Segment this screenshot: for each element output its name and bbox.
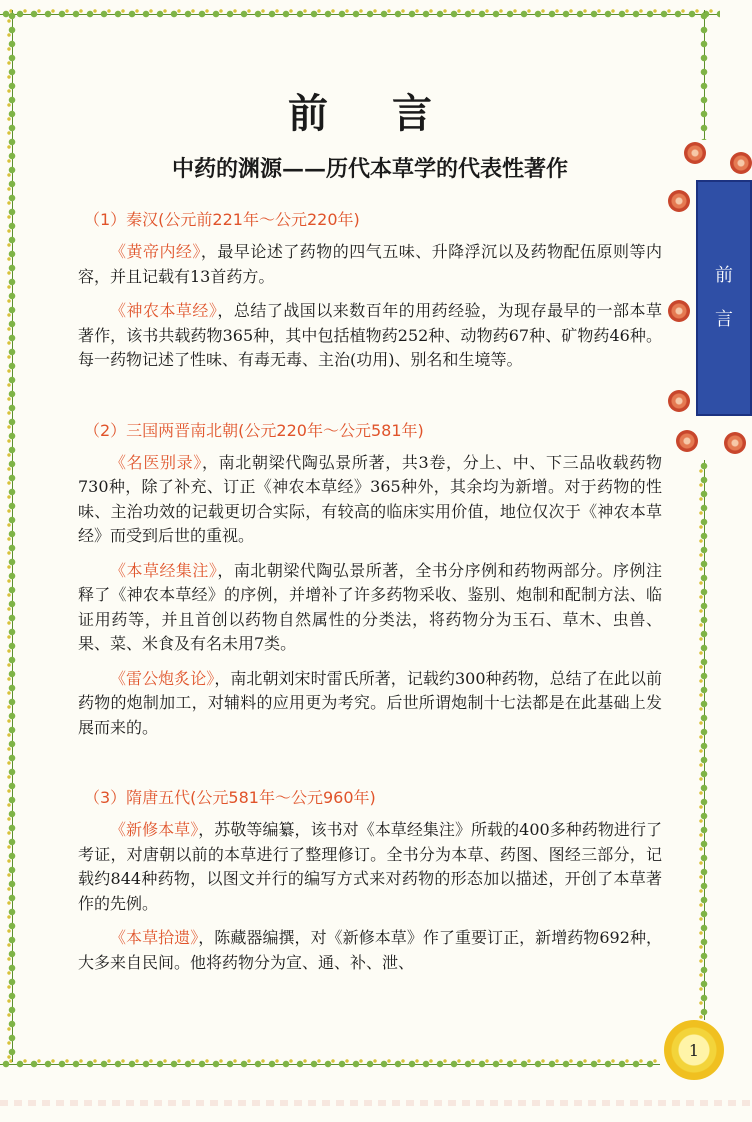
vine-border-bottom	[0, 1056, 660, 1072]
decorative-strip	[0, 1100, 752, 1106]
main-content	[78, 202, 662, 985]
paragraph-text: ，南北朝梁代陶弘景所著，全书分序例和药物两部分。序例注释了《神农本草经》的序例，并增补了许多药物采收、鉴别、炮制和配制方法、临证用药等，并且首创以药物自然属性的分类法，将药物分为玉石、草木、虫兽、果、菜、米食及有名未用7类。	[78, 560, 662, 653]
page-subtitle: 中药的渊源——历代本草学的代表性著作	[171, 156, 568, 182]
vine-border-top	[0, 6, 720, 22]
paragraph	[78, 240, 662, 289]
book-title: 《雷公炮炙论》	[110, 668, 215, 688]
book-title: 《神农本草经》	[110, 301, 218, 320]
rose-ornament	[668, 390, 690, 412]
book-title: 《新修本草》	[110, 820, 199, 839]
paragraph	[78, 451, 662, 549]
paragraph-text: ，南北朝梁代陶弘景所著，共3卷，分上、中、下三品收载药物730种，除了补充、订正《神农本草经》365种外，其余均为新增。对于药物的性味、主治功效的记载更切合实际，有较高的临床实用价值，地位仅次于《神农本草经》而受到后世的重视。	[78, 452, 662, 545]
chapter-tab-char: 前	[715, 265, 733, 286]
paragraph	[78, 667, 662, 741]
paragraph-text: ，总结了战国以来数百年的用药经验，为现存最早的一部本草著作，该书共载药物365种，其中包括植物药252种、动物药67种、矿物药46种。每一药物记述了性味、有毒无毒、主治(功用)、别名和生境等。	[78, 301, 662, 369]
book-title: 《黄帝内经》	[110, 242, 201, 261]
section-heading: （3）隋唐五代(公元581年～公元960年)	[84, 788, 376, 807]
chapter-tab-char: 言	[715, 309, 733, 330]
paragraph-text: ，南北朝刘宋时雷氏所著，记载约300种药物，总结了在此以前药物的炮制加工，对辅料的应用更为考究。后世所谓炮制十七法都是在此基础上发展而来的。	[78, 668, 662, 737]
page-number: 1	[688, 1040, 700, 1060]
page-number-badge	[664, 1020, 724, 1080]
section-heading: （1）秦汉(公元前221年～公元220年)	[84, 210, 360, 229]
book-title: 《名医别录》	[110, 452, 202, 472]
section-heading: （2）三国两晋南北朝(公元220年～公元581年)	[84, 420, 424, 440]
rose-ornament	[676, 430, 698, 452]
chapter-tab[interactable]	[696, 180, 752, 416]
paragraph	[78, 926, 662, 975]
vine-border-right-bottom	[696, 460, 712, 1020]
rose-ornament	[668, 300, 690, 322]
paragraph	[78, 559, 662, 657]
book-title: 《本草拾遗》	[110, 928, 199, 947]
page-title: 前言	[288, 90, 496, 137]
paragraph-text: ，最早论述了药物的四气五味、升降浮沉以及药物配伍原则等内容，并且记载有13首药方。	[78, 242, 662, 286]
paragraph	[78, 818, 662, 916]
rose-ornament	[724, 432, 746, 454]
paragraph-text: ，苏敬等编纂，该书对《本草经集注》所载的400多种药物进行了考证，对唐朝以前的本草进行了整理修订。全书分为本草、药图、图经三部分，记载约844种药物，以图文并行的编写方式来对药物的形态加以描述，开创了本草著作的先例。	[78, 820, 662, 913]
paragraph-text: ，陈藏器编撰，对《新修本草》作了重要订正，新增药物692种，大多来自民间。他将药物分为宣、通、补、泄、	[78, 928, 662, 972]
paragraph	[78, 299, 662, 373]
rose-ornament	[668, 190, 690, 212]
book-title: 《本草经集注》	[110, 560, 218, 580]
